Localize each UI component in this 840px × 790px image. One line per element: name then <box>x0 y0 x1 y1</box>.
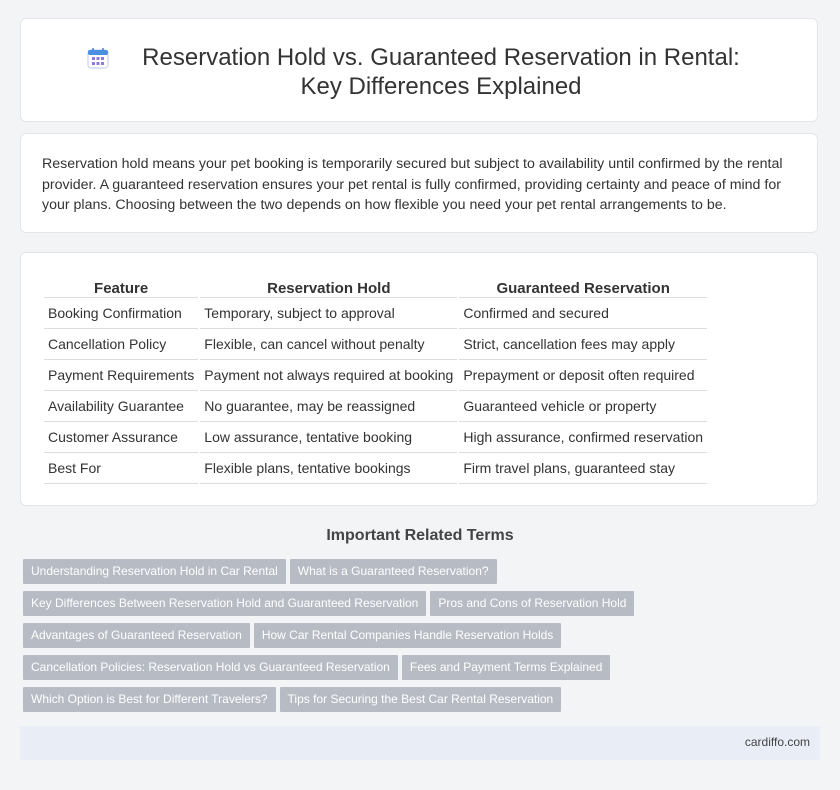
comparison-table <box>42 275 709 484</box>
intro-paragraph: Reservation hold means your pet booking is temporarily secured but subject to availability until confirmed by the rental provider. A guaranteed reservation ensures your pet rental is fully confirmed, providing certainty and peace of mind for your plans. Choosing between the two depends on how flexible you need your pet rental arrangements to be. <box>42 156 783 213</box>
table-row <box>44 391 707 422</box>
related-term-tag[interactable]: Key Differences Between Reservation Hold and Guaranteed Reservation <box>23 591 426 616</box>
related-terms-row <box>23 687 823 712</box>
column-header-guaranteed-reservation: Guaranteed Reservation <box>459 275 707 298</box>
table-row <box>44 360 707 391</box>
comparison-table-card <box>20 252 818 506</box>
table-row <box>44 298 707 329</box>
related-terms-row <box>23 655 823 680</box>
column-header-feature: Feature <box>44 275 198 298</box>
column-header-reservation-hold: Reservation Hold <box>200 275 457 298</box>
related-term-tag[interactable]: Which Option is Best for Different Travelers? <box>23 687 276 712</box>
table-cell: Flexible plans, tentative bookings <box>200 453 457 484</box>
footer-site-link[interactable]: cardiffo.com <box>744 735 810 749</box>
related-terms-row <box>23 623 823 648</box>
table-cell: Payment Requirements <box>44 360 198 391</box>
intro-card <box>20 133 818 233</box>
related-term-tag[interactable]: Fees and Payment Terms Explained <box>402 655 611 680</box>
related-term-tag[interactable]: Advantages of Guaranteed Reservation <box>23 623 250 648</box>
table-cell: Booking Confirmation <box>44 298 198 329</box>
title-card <box>20 18 818 122</box>
table-cell: Best For <box>44 453 198 484</box>
related-term-tag[interactable]: What is a Guaranteed Reservation? <box>290 559 497 584</box>
table-row <box>44 453 707 484</box>
table-cell: Prepayment or deposit often required <box>459 360 707 391</box>
table-cell: Customer Assurance <box>44 422 198 453</box>
table-cell: Strict, cancellation fees may apply <box>459 329 707 360</box>
table-cell: Confirmed and secured <box>459 298 707 329</box>
table-cell: Cancellation Policy <box>44 329 198 360</box>
table-cell: High assurance, confirmed reservation <box>459 422 707 453</box>
table-cell: No guarantee, may be reassigned <box>200 391 457 422</box>
table-cell: Low assurance, tentative booking <box>200 422 457 453</box>
table-cell: Temporary, subject to approval <box>200 298 457 329</box>
calendar-icon <box>87 47 109 69</box>
table-row <box>44 329 707 360</box>
table-header-row <box>44 275 707 298</box>
related-term-tag[interactable]: How Car Rental Companies Handle Reservation Holds <box>254 623 561 648</box>
related-terms-row <box>23 591 823 616</box>
table-cell: Availability Guarantee <box>44 391 198 422</box>
related-term-tag[interactable]: Tips for Securing the Best Car Rental Reservation <box>280 687 562 712</box>
page-title: Reservation Hold vs. Guaranteed Reservation in Rental: Key Differences Explained <box>142 44 740 100</box>
table-cell: Firm travel plans, guaranteed stay <box>459 453 707 484</box>
table-cell: Guaranteed vehicle or property <box>459 391 707 422</box>
related-term-tag[interactable]: Pros and Cons of Reservation Hold <box>430 591 634 616</box>
related-terms-row <box>23 559 823 584</box>
table-row <box>44 422 707 453</box>
related-term-tag[interactable]: Cancellation Policies: Reservation Hold vs Guaranteed Reservation <box>23 655 398 680</box>
table-cell: Flexible, can cancel without penalty <box>200 329 457 360</box>
footer <box>20 726 820 760</box>
related-term-tag[interactable]: Understanding Reservation Hold in Car Rental <box>23 559 286 584</box>
table-cell: Payment not always required at booking <box>200 360 457 391</box>
related-terms-heading: Important Related Terms <box>326 527 514 544</box>
